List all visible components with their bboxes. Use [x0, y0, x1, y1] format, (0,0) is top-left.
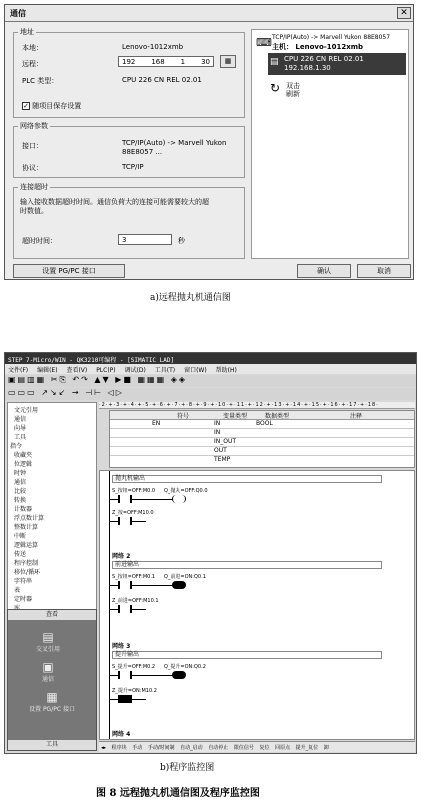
table-row[interactable] — [110, 447, 414, 456]
var-cell — [256, 456, 298, 465]
nav-footer[interactable]: 工具 — [8, 740, 96, 750]
contact-icon[interactable] — [118, 495, 132, 503]
toolbar-2[interactable]: ▭▭▭ ↗↘↙ → ⊣⊢ ◁▷ — [5, 388, 416, 400]
var-cell: IN — [214, 429, 221, 436]
tree-item[interactable]: 表 — [14, 587, 21, 594]
pgpc-icon: ▦ — [46, 690, 58, 704]
timeout-group — [13, 183, 245, 259]
ladder-editor[interactable] — [99, 470, 415, 740]
plc-type-label: PLC 类型： — [22, 77, 59, 85]
tab-unload[interactable]: 卸 — [323, 745, 329, 751]
network-comment[interactable]: 前进输出 — [112, 561, 382, 569]
contact-icon[interactable] — [118, 605, 132, 613]
var-cell: OUT — [214, 447, 227, 454]
timeout-unit: 秒 — [178, 237, 185, 245]
navigation-bar — [7, 609, 97, 751]
caption-b: b)程序监控图 — [160, 763, 215, 773]
timeout-desc: 输入接收数据超时时间。通信负荷大的连接可能需要较大的超 — [20, 198, 209, 206]
contact-icon[interactable] — [118, 581, 132, 589]
var-cell — [152, 438, 214, 446]
coil-label: Q_抛丸=OFF:Q0.0 — [164, 488, 208, 494]
var-cell — [298, 420, 414, 428]
coil-icon[interactable] — [172, 581, 186, 589]
contact-icon[interactable] — [118, 517, 132, 525]
network-title: 网络 2 — [112, 553, 131, 560]
table-row[interactable] — [110, 429, 414, 438]
local-value: Lenovo-1012xmb — [122, 43, 184, 51]
tree-item[interactable]: 浮点数计算 — [14, 515, 45, 522]
close-icon[interactable]: ✕ — [397, 7, 411, 19]
var-header-datatype: 数据类型 — [264, 413, 289, 420]
var-header-symbol: 符号 — [176, 413, 189, 420]
var-cell — [298, 456, 414, 465]
variable-table — [109, 410, 415, 468]
coil-icon[interactable] — [172, 495, 186, 503]
interface-value-cont: 88E8057 ... — [122, 148, 163, 156]
ip-octet-3: 1 — [180, 58, 186, 66]
network-2 — [110, 551, 410, 636]
var-cell — [298, 447, 414, 455]
coil-icon[interactable] — [172, 671, 186, 679]
tree-item[interactable]: 收藏夹 — [14, 452, 33, 459]
figure-caption: 图 8 远程抛丸机通信图及程序监控图 — [96, 788, 260, 799]
protocol-value: TCP/IP — [122, 163, 144, 171]
var-header-type: 变量类型 — [222, 413, 247, 420]
ip-octet-2: 168 — [151, 58, 165, 66]
contact-label: S_按钮=OFF:M0.1 — [112, 574, 156, 580]
checkbox-checked-icon: ✓ — [23, 102, 29, 110]
nav-cross-reference-label: 交叉引用 — [35, 646, 60, 653]
menu-file[interactable]: 文件(F) — [8, 367, 29, 374]
tree-item[interactable]: 中断 — [14, 533, 27, 540]
step7-titlebar — [5, 353, 416, 364]
save-with-project-label: 随项目保存设置 — [32, 102, 82, 110]
tree-item[interactable]: 转换 — [14, 497, 27, 504]
block-tabs — [99, 741, 415, 752]
nav-communication-label: 通信 — [41, 676, 54, 683]
cross-reference-icon: ▤ — [42, 630, 54, 644]
tree-item[interactable]: 向导 — [14, 425, 27, 432]
timeout-label: 超时时间： — [22, 237, 57, 245]
tree-item[interactable]: 位逻辑 — [14, 461, 33, 468]
menu-tools[interactable]: 工具(T) — [154, 367, 176, 374]
table-row[interactable] — [110, 438, 414, 447]
tab-home[interactable]: 回原点 — [275, 745, 291, 751]
menu-window[interactable]: 窗口(W) — [184, 367, 207, 374]
var-header-comment: 注释 — [349, 413, 362, 420]
protocol-label: 协议： — [22, 164, 43, 172]
tree-item[interactable]: 计数器 — [14, 506, 33, 513]
save-with-project-checkbox[interactable] — [22, 101, 81, 111]
network-title: 网络 3 — [112, 643, 131, 650]
var-cell — [152, 447, 214, 455]
tab-reset[interactable]: 复位 — [259, 745, 270, 751]
ruler: ·2·+·3·+·4·+·5·+·6·+·7·+·8·+·9·+·10·+·11·+·12·+·13·+·14·+·15·+·16·+·17·+·18· — [99, 402, 415, 409]
tab-main[interactable]: 程序块 — [111, 745, 127, 751]
contact-icon[interactable] — [118, 695, 132, 703]
network-group-title: 网络参数 — [20, 122, 48, 130]
tree-item[interactable]: 文元引用 — [14, 407, 39, 414]
tree-item[interactable]: 比较 — [14, 488, 27, 495]
address-group-title: 地址 — [20, 28, 34, 36]
tree-item[interactable]: 工具 — [14, 434, 27, 441]
tree-item[interactable]: 传送 — [14, 551, 27, 558]
tree-item[interactable]: 逻辑运算 — [14, 542, 39, 549]
tree-item[interactable]: 整数计算 — [14, 524, 39, 531]
cpu-icon: ▤ — [270, 57, 279, 67]
nav-cross-reference[interactable] — [18, 630, 78, 653]
toolbar-1[interactable]: ▣▤▥▦ ✂⎘ ↶↷ ▲▼ ▶■ ▦▦▦ ◈◈ — [5, 375, 416, 387]
refresh-icon: ↻ — [270, 81, 281, 95]
setup-pgpc-button[interactable]: 设置 PG/PC 接口 — [13, 264, 125, 278]
contact-label: Z_按=OFF:M10.0 — [112, 510, 154, 516]
menu-plc[interactable]: PLC(P) — [96, 367, 116, 374]
timeout-input[interactable]: 3 — [118, 234, 172, 245]
ip-octet-1: 192 — [122, 58, 136, 66]
tree-item[interactable]: 时钟 — [14, 470, 27, 477]
device-item-selected[interactable] — [268, 53, 406, 75]
communication-dialog — [4, 4, 414, 280]
tree-item[interactable]: 定时器 — [14, 596, 33, 603]
menu-help[interactable]: 帮助(H) — [215, 367, 237, 374]
contact-icon[interactable] — [118, 671, 132, 679]
interface-value: TCP/IP(Auto) -> Marvell Yukon — [122, 139, 227, 147]
tab-manual[interactable]: 手动 — [132, 745, 143, 751]
dialog-titlebar — [5, 5, 413, 22]
tab-nav-arrows[interactable]: ◂▸ — [101, 745, 107, 751]
network-icon: ⌨ — [256, 36, 272, 49]
coil-label: Q_提升=ON:Q0.2 — [164, 664, 206, 670]
var-cell — [256, 447, 298, 455]
tree-item[interactable]: 字符串 — [14, 578, 33, 585]
coil-label: Q_前进=ON:Q0.1 — [164, 574, 206, 580]
table-row[interactable] — [110, 456, 414, 465]
contact-label: Z_提升=ON:M10.2 — [112, 688, 157, 694]
contact-label: S_按钮=OFF:M0.0 — [112, 488, 156, 494]
cancel-button[interactable]: 取消 — [357, 264, 411, 278]
var-cell: BOOL — [256, 420, 273, 427]
var-cell — [256, 438, 298, 446]
network-group — [13, 122, 245, 178]
tab-auto-stop[interactable]: 自动停止 — [208, 745, 229, 751]
timeout-desc-cont: 时数值。 — [20, 207, 48, 215]
tree-item[interactable]: 通信 — [14, 416, 27, 423]
tree-item[interactable]: 移位/循环 — [14, 569, 41, 576]
nav-communication[interactable] — [18, 660, 78, 683]
nav-setup-pgpc[interactable] — [12, 690, 92, 713]
tab-auto-start[interactable]: 自动_启动 — [180, 745, 203, 751]
tab-manual-time[interactable]: 手动/时间制 — [147, 745, 175, 751]
timeout-group-title: 连接超时 — [20, 183, 48, 191]
var-cell: IN — [214, 420, 221, 427]
plc-type-value: CPU 226 CN REL 02.01 — [122, 76, 202, 84]
nav-setup-pgpc-label: 设置 PG/PC 接口 — [29, 706, 75, 713]
refresh-label: 双击 — [286, 82, 300, 90]
local-label: 本地： — [22, 44, 43, 52]
tree-item[interactable]: 程序控制 — [14, 560, 39, 567]
var-cell — [152, 456, 214, 465]
menu-bar — [5, 364, 416, 374]
network-comment[interactable]: 提升输出 — [112, 651, 382, 659]
var-cell — [298, 438, 414, 446]
panel-host-line: 主机： Lenovo-1012xmb — [272, 43, 364, 51]
network-3 — [110, 641, 410, 726]
table-row[interactable] — [110, 420, 414, 429]
var-cell — [256, 429, 298, 437]
step7-title: STEP 7-Micro/WIN - QK3210可编程 - [SIMATIC LAD] — [8, 357, 175, 364]
var-cell: TEMP — [214, 456, 231, 463]
ok-button[interactable]: 确认 — [297, 264, 351, 278]
var-header-row — [110, 411, 414, 420]
contact-label: S_提升=OFF:M0.2 — [112, 664, 156, 670]
menu-view[interactable]: 查看(V) — [66, 367, 88, 374]
remote-ip-field[interactable] — [118, 56, 214, 67]
device-ip: 192.168.1.30 — [284, 64, 331, 72]
tree-item[interactable]: 通信 — [14, 479, 27, 486]
var-cell: EN — [152, 420, 161, 427]
device-name: CPU 226 CN REL 02.01 — [284, 55, 364, 63]
address-group — [13, 28, 245, 118]
network-comment[interactable]: 抛丸机输出 — [112, 475, 382, 483]
network-title: 网络 4 — [112, 731, 131, 738]
device-panel — [251, 29, 409, 259]
refresh-item[interactable] — [268, 79, 328, 99]
menu-edit[interactable]: 编辑(E) — [37, 367, 58, 374]
tab-limit-signal[interactable]: 限位信号 — [233, 745, 254, 751]
tree-item[interactable]: 指令 — [10, 443, 23, 450]
var-cell — [152, 429, 214, 437]
network-1 — [110, 471, 410, 546]
communication-icon: ▣ — [42, 660, 54, 674]
nav-title: 查看 — [8, 610, 96, 620]
panel-interface-line: TCP/IP(Auto) -> Marvell Yukon 88E8057 — [272, 34, 391, 41]
dialog-title: 通信 — [10, 9, 26, 18]
address-book-icon[interactable]: ▦ — [220, 55, 236, 68]
var-cell — [298, 429, 414, 437]
var-cell: IN_OUT — [214, 438, 237, 445]
remote-label: 远程： — [22, 60, 43, 68]
caption-a: a)远程抛丸机通信图 — [150, 293, 231, 303]
step7-window — [4, 352, 417, 754]
refresh-label-cont: 刷新 — [286, 90, 300, 98]
ip-octet-4: 30 — [201, 58, 210, 66]
tab-lift-reset[interactable]: 提升_复位 — [295, 745, 319, 751]
contact-label: Z_前进=OFF:M10.1 — [112, 598, 159, 604]
menu-debug[interactable]: 调试(D) — [124, 367, 146, 374]
interface-label: 接口： — [22, 142, 43, 150]
